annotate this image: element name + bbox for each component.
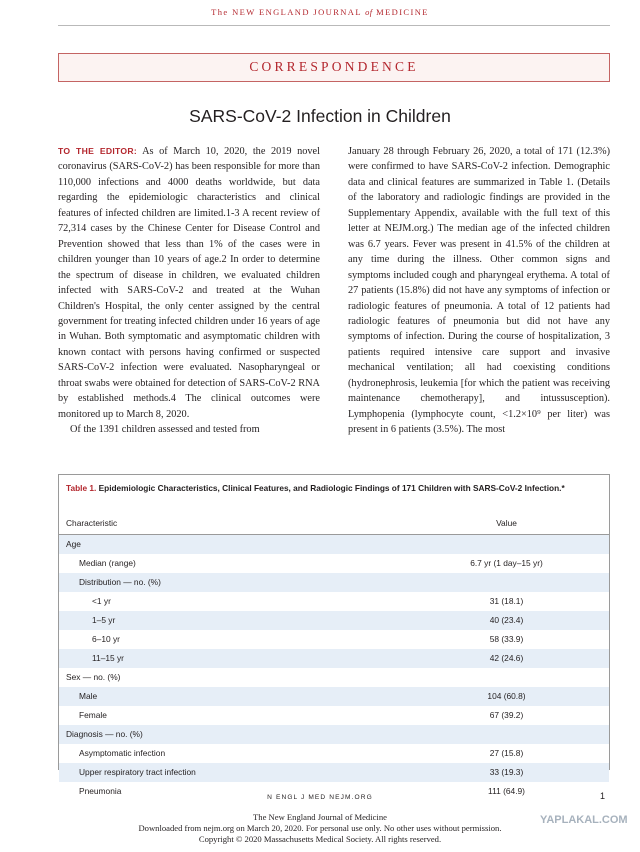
- table-cell-characteristic: 6–10 yr: [92, 634, 120, 644]
- download-notice-line-2: Downloaded from nejm.org on March 20, 2020. For personal use only. No other uses without permission.: [138, 823, 502, 833]
- running-head-prefix: The NEW ENGLAND JOURNAL: [211, 7, 362, 17]
- article-title: SARS-CoV-2 Infection in Children: [189, 106, 451, 126]
- table-caption: [66, 483, 596, 494]
- table-cell-characteristic: Diagnosis — no. (%): [66, 729, 143, 739]
- table-cell-value: 40 (23.4): [489, 615, 524, 625]
- table-header-characteristic: Characteristic: [66, 518, 118, 528]
- table-cell-characteristic: Age: [66, 539, 81, 549]
- table-cell-characteristic: Upper respiratory tract infection: [79, 767, 196, 777]
- table-cell-value: 31 (18.1): [489, 596, 524, 606]
- table-cell-value: 58 (33.9): [489, 634, 524, 644]
- table-cell-characteristic: Female: [79, 710, 107, 720]
- left-paragraph-1: [58, 144, 320, 422]
- header-rule: [58, 25, 610, 26]
- table-header-value: Value: [496, 518, 517, 528]
- table-row: [59, 592, 609, 611]
- left-paragraph-1-text: As of March 10, 2020, the 2019 novel coronavirus (SARS-CoV-2) has been responsible for more than 110,000 infections and 4000 deaths worldwide, but data regarding the epidemiologic characteristics and clinical features of infected children are limited.1-3 A recent review of 72,314 cases by the Chinese Center for Disease Control and Prevention showed that less than 1% of the cases were in children younger than 10 years of age.2 In order to determine the spectrum of disease in children, we evaluated children infected with SARS-CoV-2 and treated at the Wuhan Children's Hospital, the only center assigned by the central government for treating infected children under 16 years of age in Wuhan. Both symptomatic and asymptomatic children with known contact with persons having confirmed or suspected SARS-CoV-2 infection were evaluated. Nasopharyngeal or throat swabs were obtained for detection of SARS-CoV-2 RNA by established methods.4 The clinical outcomes were monitored up to March 8, 2020.: [58, 146, 320, 420]
- table-row: [59, 535, 609, 554]
- table-1: [58, 474, 610, 796]
- table-cell-value: 42 (24.6): [489, 653, 524, 663]
- watermark: YAPLAKAL.COM: [540, 814, 628, 826]
- right-column: [348, 144, 610, 438]
- table-cell-value: 104 (60.8): [487, 691, 526, 701]
- table-cell-value: 33 (19.3): [489, 767, 524, 777]
- table-row: [59, 763, 609, 782]
- page-number: 1: [600, 791, 606, 801]
- table-cell-characteristic: 1–5 yr: [92, 615, 116, 625]
- table-cell-characteristic: 11–15 yr: [92, 653, 124, 663]
- table-cell-characteristic: Asymptomatic infection: [79, 748, 166, 758]
- left-paragraph-2: Of the 1391 children assessed and tested from: [70, 424, 260, 436]
- table-row: [59, 706, 609, 725]
- download-notice-line-1: The New England Journal of Medicine: [253, 812, 387, 822]
- section-banner: [58, 53, 610, 82]
- running-head-of: of: [365, 7, 373, 17]
- table-header-row: [59, 512, 609, 535]
- table-cell-value: 67 (39.2): [489, 710, 524, 720]
- left-column: [58, 144, 320, 438]
- table-cell-characteristic: Median (range): [79, 558, 136, 568]
- table-row: [59, 744, 609, 763]
- table-caption-text: Epidemiologic Characteristics, Clinical Features, and Radiologic Findings of 171 Children with SARS-CoV-2 Infection.*: [96, 483, 565, 493]
- table-cell-characteristic: <1 yr: [92, 596, 111, 606]
- section-title: CORRESPONDENCE: [249, 59, 419, 74]
- table-cell-characteristic: Pneumonia: [79, 786, 122, 796]
- table-row: [59, 725, 609, 744]
- table-row: [59, 573, 609, 592]
- table-cell-characteristic: Male: [79, 691, 98, 701]
- table-cell-characteristic: Distribution — no. (%): [79, 577, 161, 587]
- table-cell-value: 111 (64.9): [488, 786, 525, 796]
- running-head-suffix: MEDICINE: [376, 7, 429, 17]
- table-row: [59, 687, 609, 706]
- table-cell-value: 6.7 yr (1 day–15 yr): [470, 558, 543, 568]
- table-cell-value: 27 (15.8): [489, 748, 524, 758]
- table-row: [59, 668, 609, 687]
- table-row: [59, 649, 609, 668]
- right-paragraph-1: January 28 through February 26, 2020, a total of 171 (12.3%) were confirmed to have SARS-CoV-2 infection. Demographic data and clinical features are summarized in Table 1. (Details of the laboratory and radiologic findings are provided in the Supplementary Appendix, available with the full text of this letter at NEJM.org.) The median age of the infected children was 6.7 years. Fever was present in 41.5% of the children at any time during the illness. Other common signs and symptoms included cough and pharyngeal erythema. A total of 27 patients (15.8%) did not have any symptoms of infection or radiologic features of pneumonia. A total of 12 patients had radiologic features of pneumonia but did not have any symptoms of infection. During the course of hospitalization, 3 patients required intensive care support and invasive mechanical ventilation; all had coexisting conditions (hydronephrosis, leukemia [for which the patient was receiving maintenance chemotherapy], and intussusception). Lymphopenia (lymphocyte count, <1.2×10⁹ per liter) was present in 6 patients (3.5%). The most: [348, 146, 610, 436]
- table-row: [59, 630, 609, 649]
- footer-journal-ref: N ENGL J MED NEJM.ORG: [267, 794, 373, 801]
- table-label: Table 1.: [66, 483, 97, 493]
- editor-salutation: TO THE EDITOR:: [58, 146, 138, 156]
- running-head: [0, 7, 640, 17]
- table-cell-characteristic: Sex — no. (%): [66, 672, 121, 682]
- table-row: [59, 611, 609, 630]
- table-row: [59, 554, 609, 573]
- download-notice-line-3: Copyright © 2020 Massachusetts Medical Society. All rights reserved.: [198, 834, 442, 844]
